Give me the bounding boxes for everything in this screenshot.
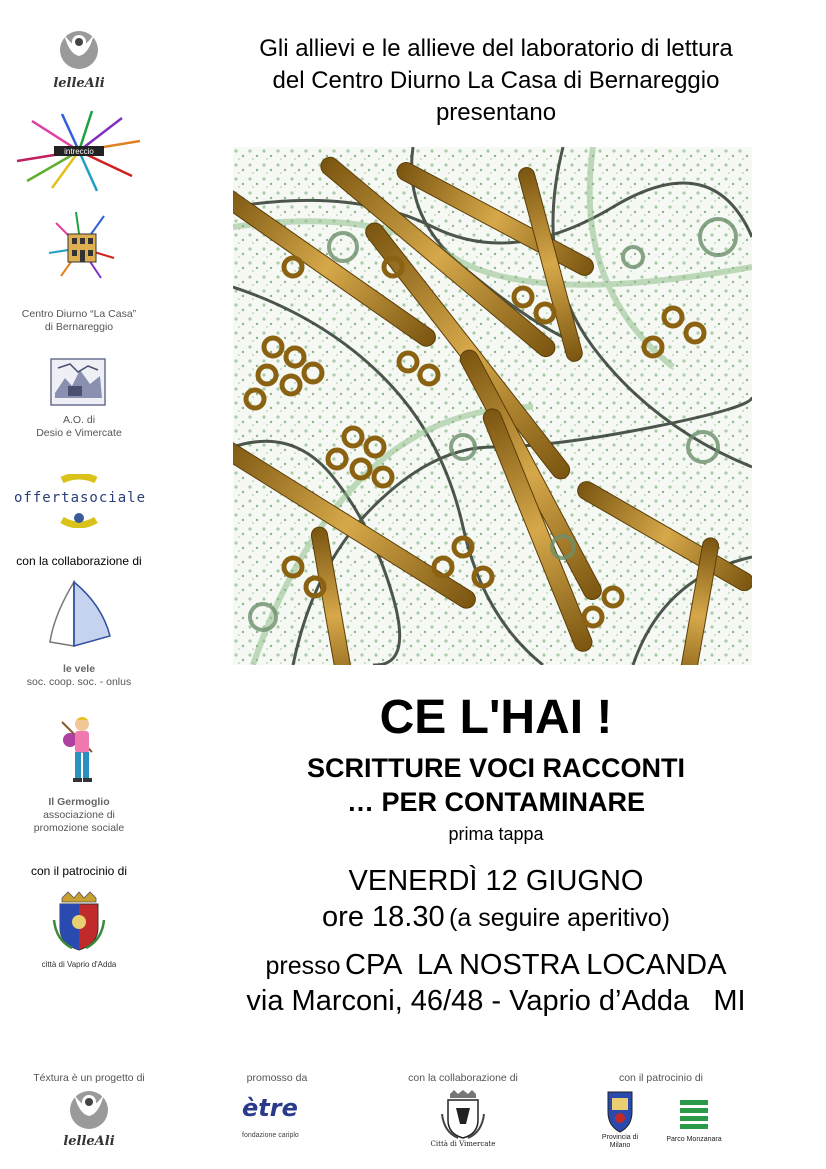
intreccio-logo bbox=[12, 106, 146, 196]
header-line2: del Centro Diurno La Casa di Bernareggio bbox=[272, 67, 720, 94]
footer-parco-text: Parco Monzanara bbox=[666, 1136, 722, 1143]
event-time-row bbox=[200, 900, 792, 939]
germoglio-name: Il Germoglio bbox=[48, 796, 110, 808]
germoglio-logo bbox=[56, 712, 102, 786]
virus-micrograph-image bbox=[233, 147, 752, 665]
footer-etre-text: ètre bbox=[242, 1094, 298, 1122]
footer-lelleali-text: lelleAli bbox=[63, 1134, 115, 1149]
offertasociale-logo-text: offertasociale bbox=[14, 490, 147, 506]
footer-col3-caption: con la collaborazione di bbox=[408, 1072, 518, 1084]
centro-diurno-caption-line1: Centro Diurno “La Casa” bbox=[21, 308, 137, 320]
event-date: VENERDÌ 12 GIUGNO bbox=[348, 865, 644, 897]
header-line3: presentano bbox=[435, 99, 557, 126]
germoglio-desc-line1: associazione di bbox=[43, 809, 115, 821]
germoglio-desc-line2: promozione sociale bbox=[33, 822, 125, 834]
le-vele-desc: soc. coop. soc. - onlus bbox=[26, 676, 132, 688]
event-place-row bbox=[200, 948, 792, 987]
footer-col4-caption: con il patrocinio di bbox=[618, 1072, 704, 1084]
footer-parco-logo bbox=[664, 1098, 724, 1154]
event-subtitle-line2: … PER CONTAMINARE bbox=[346, 787, 645, 817]
event-time-note: (a seguire aperitivo) bbox=[449, 904, 670, 932]
centro-diurno-logo bbox=[46, 208, 116, 282]
event-stage: prima tappa bbox=[448, 824, 544, 844]
event-subtitle-line1: SCRITTURE VOCI RACCONTI bbox=[307, 753, 685, 783]
event-time: ore 18.30 bbox=[322, 901, 445, 933]
vaprio-crest-logo bbox=[52, 890, 106, 952]
footer-provincia-logo bbox=[600, 1090, 640, 1154]
offertasociale-logo bbox=[14, 474, 147, 528]
intreccio-logo-text: intreccio bbox=[64, 147, 94, 156]
event-address: via Marconi, 46/48 - Vaprio d’Adda MI bbox=[246, 985, 746, 1017]
le-vele-logo bbox=[44, 580, 114, 650]
lelleali-logo-text: lelleAli bbox=[53, 76, 105, 91]
event-title: CE L'HAI ! bbox=[379, 691, 613, 744]
event-place-prefix: presso bbox=[265, 952, 341, 980]
ao-caption-line2: Desio e Vimercate bbox=[36, 427, 122, 439]
header-line1: Gli allievi e le allieve del laboratorio di lettura bbox=[259, 35, 733, 62]
footer-lelleali-logo bbox=[54, 1088, 124, 1154]
footer-col2-caption: promosso da bbox=[246, 1072, 308, 1084]
footer-provincia-text: Provincia di Milano bbox=[601, 1134, 639, 1149]
ao-desio-logo bbox=[50, 358, 106, 406]
footer-cariplo-text: fondazione cariplo bbox=[242, 1132, 299, 1139]
ao-caption-line1: A.O. di bbox=[62, 414, 96, 426]
footer-vimercate-logo bbox=[428, 1090, 498, 1154]
vaprio-caption: città di Vaprio d'Adda bbox=[41, 960, 117, 969]
centro-diurno-caption-line2: di Bernareggio bbox=[44, 321, 114, 333]
collab-label: con la collaborazione di bbox=[16, 554, 142, 568]
footer-col1-caption: Téxtura è un progetto di bbox=[33, 1072, 145, 1084]
event-place-name: CPA LA NOSTRA LOCANDA bbox=[345, 949, 727, 981]
lelleali-logo bbox=[44, 28, 114, 96]
footer-vimercate-text: Città di Vimercate bbox=[430, 1140, 496, 1148]
patrocinio-label: con il patrocinio di bbox=[30, 864, 128, 878]
footer-etre-logo bbox=[238, 1094, 318, 1150]
le-vele-name: le vele bbox=[62, 663, 96, 675]
